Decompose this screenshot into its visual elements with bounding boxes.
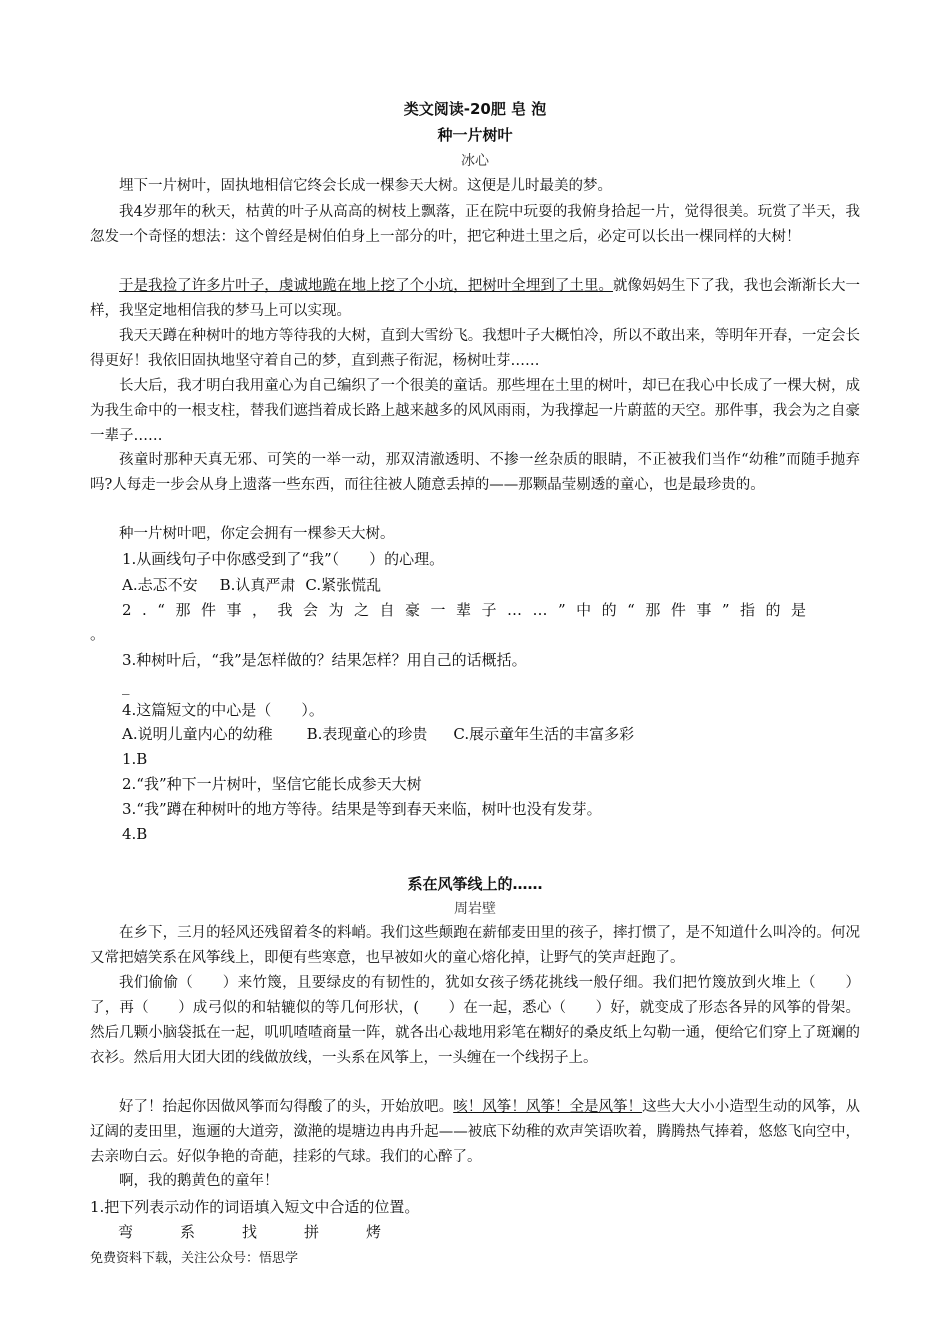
paragraph-3-start: 好了！抬起你因做风筝而勾得酸了的头，开始放吧。 [119, 1099, 454, 1115]
word-4: 拼 [304, 1223, 320, 1241]
article2-paragraph-2: 我们偷偷（ ）来竹篾，且要绿皮的有韧性的，犹如女孩子绣花挑线一般仔细。我们把竹篾放到火堆上（ ）了，再（ ）成弓似的和轱辘似的等几何形状，( ）在一起，悉心（ ）好，就变成了形态各异的风筝的骨架。然后几颗小脑袋抵在一起，叽叽喳喳商量一阵，就各出心裁地用彩笔在糊好的桑皮纸上勾勒一通，便给它们穿上了斑斓的衣衫。然后用大团大团的线做放线，一头系在风筝上，一头缠在一个线拐子上。 [90, 975, 860, 1066]
question-2-end: 。 [90, 625, 106, 643]
option-c: C.紧张慌乱 [305, 576, 382, 594]
article1-paragraph-6: 孩童时那种天真无邪、可笑的一举一动，那双清澈透明、不掺一丝杂质的眼睛，不正被我们当作“幼稚”而随手抛弃吗?人每走一步会从身上遗落一些东西，而往往被人随意丢掉的——那颗晶莹剔透的童心，也是最珍贵的。 [90, 452, 860, 493]
article1-paragraph-4: 我天天蹲在种树叶的地方等待我的大树，直到大雪纷飞。我想叶子大概怕冷，所以不敢出来，等明年开春，一定会长得更好！我依旧固执地坚守着自己的梦，直到燕子衔泥，杨树吐芽…… [90, 328, 860, 369]
question-1-options [122, 572, 381, 598]
article1-paragraph-5: 长大后，我才明白我用童心为自己编织了一个很美的童话。那些埋在土里的树叶，却已在我心中长成了一棵大树，成为我生命中的一根支柱，替我们遮挡着成长路上越来越多的风风雨雨，为我撑起一片蔚蓝的天空。那件事，我会为之自豪一辈子…… [90, 378, 860, 444]
article2-paragraph-1: 在乡下，三月的轻风还残留着冬的料峭。我们这些颠跑在薪郁麦田里的孩子，摔打惯了，是不知道什么叫冷的。何况又常把嬉笑系在风筝线上，即便有些寒意，也早被如火的童心熔化掉，让野气的笑声赶跑了。 [90, 925, 860, 966]
option-b: B.认真严肃 [219, 576, 296, 594]
answer-2: 2.“我”种下一片树叶，坚信它能长成参天大树 [122, 775, 422, 793]
option-a: A.忐忑不安 [122, 576, 198, 594]
question-4-options [122, 721, 634, 747]
question-2: 2.“那件事，我会为之自豪一辈子……”中的“那件事”指的是 [122, 601, 817, 619]
article2-paragraph-3 [90, 1095, 860, 1170]
word-3: 找 [242, 1223, 258, 1241]
question-3: 3.种树叶后，“我”是怎样做的？结果怎样？用自己的话概括。 [122, 651, 527, 669]
underlined-sentence: 咳！风筝！风筝！全是风筝！ [453, 1099, 643, 1115]
article1-paragraph-1: 埋下一片树叶，固执地相信它终会长成一棵参天大树。这便是儿时最美的梦。 [119, 178, 612, 194]
word-2: 系 [180, 1223, 196, 1241]
question-3-blank: _ [122, 677, 130, 695]
footer-note: 免费资料下载，关注公众号：悟思学 [90, 1251, 299, 1266]
article1-title: 种一片树叶 [437, 126, 513, 144]
page-title: 类文阅读-20肥 皂 泡 [403, 100, 547, 118]
option-c: C.展示童年生活的丰富多彩 [453, 725, 635, 743]
paragraph-3-rest: 就像妈妈生下了我，我也会渐渐长大一样，我坚定地相信我的梦马上可以实现。 [90, 278, 861, 319]
article2-paragraph-4: 啊，我的鹅黄色的童年！ [119, 1173, 279, 1189]
option-b: B.表现童心的珍贵 [306, 725, 428, 743]
question-1: 1.从画线句子中你感受到了“我”（ ）的心理。 [122, 550, 445, 568]
word-bank [118, 1219, 428, 1245]
article2-title: 系在风筝线上的…… [407, 875, 543, 893]
word-1: 弯 [118, 1223, 134, 1241]
article1-author: 冰心 [461, 153, 489, 169]
question-4: 4.这篇短文的中心是（ ）。 [122, 701, 324, 719]
option-a: A.说明儿童内心的幼稚 [122, 725, 273, 743]
article2-question-1: 1.把下列表示动作的词语填入短文中合适的位置。 [90, 1198, 420, 1216]
answer-3: 3.“我”蹲在种树叶的地方等待。结果是等到春天来临，树叶也没有发芽。 [122, 800, 602, 818]
article1-paragraph-7: 种一片树叶吧，你定会拥有一棵参天大树。 [119, 526, 395, 542]
article2-author: 周岩壁 [454, 901, 496, 917]
answer-4: 4.B [122, 825, 148, 843]
article1-paragraph-3 [90, 274, 860, 324]
article1-paragraph-2: 我4岁那年的秋天，枯黄的叶子从高高的树枝上飘落，正在院中玩耍的我俯身拾起一片，觉得很美。玩赏了半天，我忽发一个奇怪的想法：这个曾经是树伯伯身上一部分的叶，把它种进土里之后，必定可以长出一棵同样的大树！ [90, 204, 860, 245]
paragraph-3-rest: 这些大大小小造型生动的风筝，从辽阔的麦田里，迤逦的大道旁，潋滟的堤塘边冉冉升起——被底下幼稚的欢声笑语吹着，腾腾热气捧着，悠悠飞向空中，去亲吻白云。好似争艳的奇葩，挂彩的气球。我们的心醉了。 [90, 1099, 861, 1165]
word-5: 烤 [366, 1223, 382, 1241]
answer-1: 1.B [122, 750, 148, 768]
underlined-sentence: 于是我捡了许多片叶子，虔诚地跪在地上挖了个小坑，把树叶全埋到了土里。 [119, 278, 614, 294]
